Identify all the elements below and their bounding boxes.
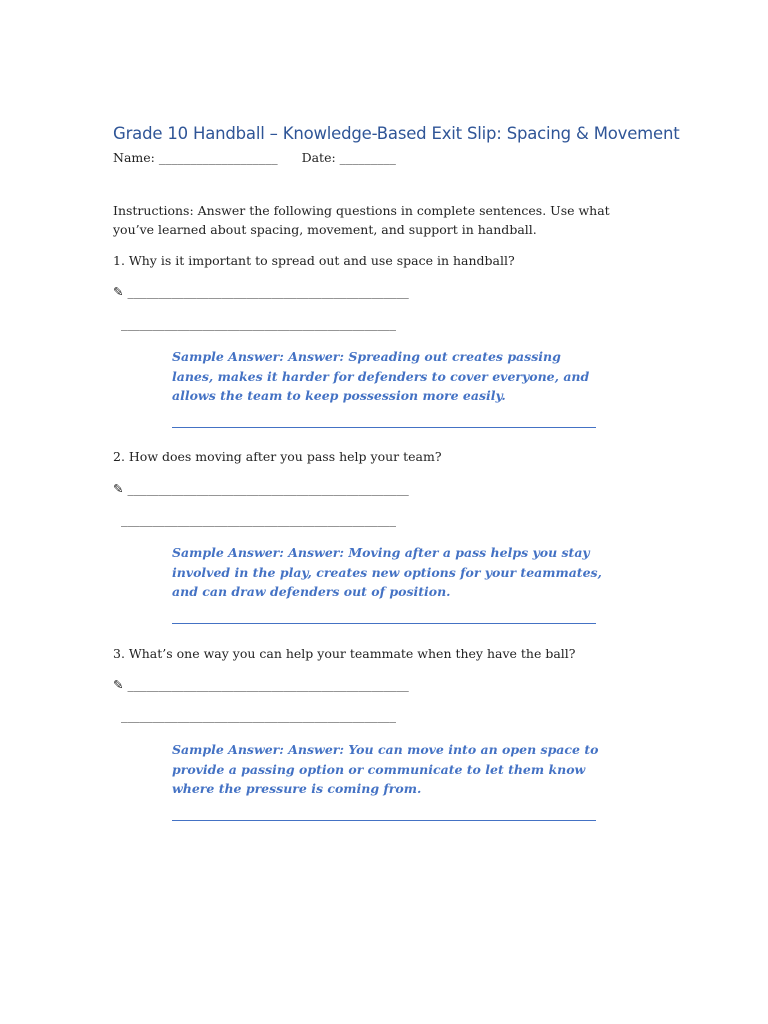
sample-answer-q2: Sample Answer: Answer: Moving after a pass helps you stay involved in the play, creates new options for your teammates, and can draw defenders out of position. [172,545,602,599]
answer-rule-q1 [172,427,596,428]
name-field: Name: ___________________ [113,150,278,165]
answer-line-2-q1: ____________________________________________ [121,316,396,331]
question-1: 1. Why is it important to spread out and use space in handball? [113,253,515,268]
answer-line-1-q1: ✎ _____________________________________________ [113,284,409,299]
question-3: 3. What’s one way you can help your teammate when they have the ball? [113,646,576,661]
answer-line-2-q3: ____________________________________________ [121,708,396,723]
answer-line-2-q2: ____________________________________________ [121,512,396,527]
date-field: Date: _________ [301,150,396,165]
answer-line-1-q2: ✎ _____________________________________________ [113,481,409,496]
question-2: 2. How does moving after you pass help your team? [113,449,442,464]
answer-rule-q3 [172,820,596,821]
sample-answer-q3: Sample Answer: Answer: You can move into an open space to provide a passing option or communicate to let them know where the pressure is coming from. [172,742,599,796]
answer-rule-q2 [172,623,596,624]
instructions: Instructions: Answer the following questions in complete sentences. Use what you’ve learned about spacing, movement, and support in handball. [113,203,610,237]
name-date-row [113,150,396,165]
sample-answer-q1: Sample Answer: Answer: Spreading out creates passing lanes, makes it harder for defenders to cover everyone, and allows the team to keep possession more easily. [172,349,590,403]
answer-line-1-q3: ✎ _____________________________________________ [113,677,409,692]
page-title: Grade 10 Handball – Knowledge-Based Exit Slip: Spacing & Movement [113,124,680,143]
